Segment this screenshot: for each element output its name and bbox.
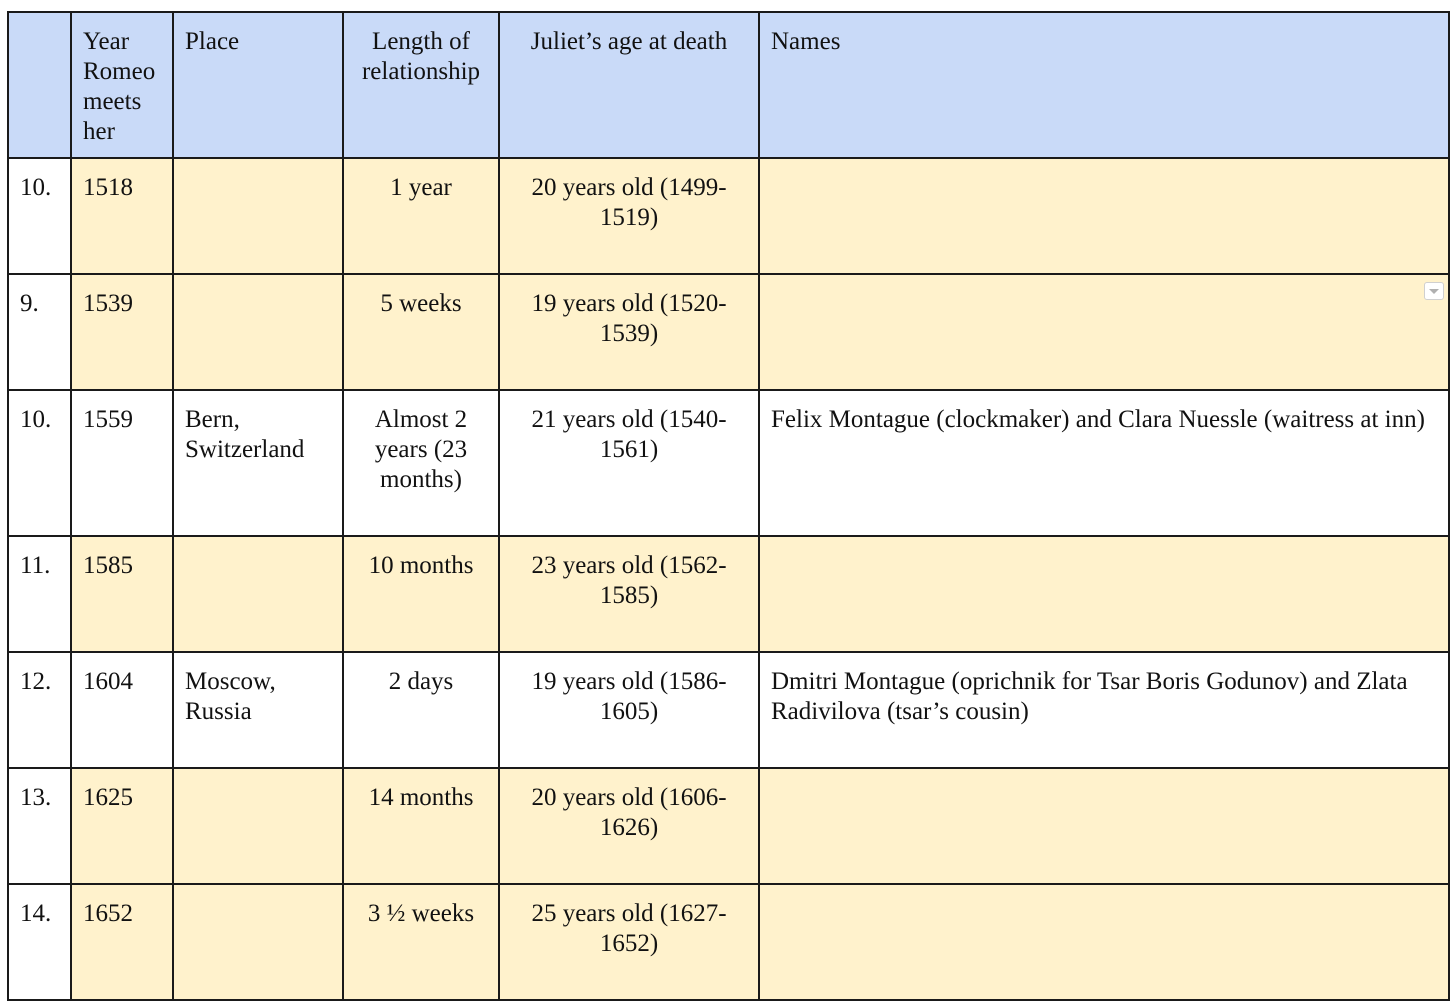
header-year: Year Romeo meets her <box>71 12 173 158</box>
names-cell[interactable] <box>759 884 1449 1000</box>
length-cell[interactable]: 14 months <box>343 768 499 884</box>
header-names: Names <box>759 12 1449 158</box>
names-cell[interactable] <box>759 536 1449 652</box>
chevron-down-icon[interactable] <box>1424 282 1444 300</box>
length-cell[interactable]: Almost 2 years (23 months) <box>343 390 499 536</box>
header-row <box>8 12 1449 158</box>
table-row <box>8 884 1449 1000</box>
place-cell[interactable] <box>173 768 343 884</box>
year-cell[interactable]: 1604 <box>71 652 173 768</box>
year-cell[interactable]: 1652 <box>71 884 173 1000</box>
length-cell[interactable]: 3 ½ weeks <box>343 884 499 1000</box>
length-cell[interactable]: 2 days <box>343 652 499 768</box>
names-cell[interactable] <box>759 768 1449 884</box>
place-cell[interactable] <box>173 158 343 274</box>
place-cell[interactable]: Moscow, Russia <box>173 652 343 768</box>
table-row <box>8 158 1449 274</box>
place-cell[interactable] <box>173 536 343 652</box>
place-cell[interactable] <box>173 884 343 1000</box>
age-cell[interactable]: 20 years old (1499-1519) <box>499 158 759 274</box>
row-number[interactable]: 13. <box>8 768 71 884</box>
row-number[interactable]: 11. <box>8 536 71 652</box>
age-cell[interactable]: 25 years old (1627-1652) <box>499 884 759 1000</box>
table-row <box>8 652 1449 768</box>
row-number[interactable]: 9. <box>8 274 71 390</box>
table-row <box>8 390 1449 536</box>
year-cell[interactable]: 1518 <box>71 158 173 274</box>
age-cell[interactable]: 20 years old (1606-1626) <box>499 768 759 884</box>
names-cell-with-dropdown[interactable] <box>759 274 1449 390</box>
names-cell[interactable] <box>759 158 1449 274</box>
length-cell[interactable]: 5 weeks <box>343 274 499 390</box>
year-cell[interactable]: 1625 <box>71 768 173 884</box>
data-table <box>7 11 1450 1001</box>
place-cell[interactable] <box>173 274 343 390</box>
age-cell[interactable]: 21 years old (1540-1561) <box>499 390 759 536</box>
header-length: Length of relationship <box>343 12 499 158</box>
year-cell[interactable]: 1585 <box>71 536 173 652</box>
header-age: Juliet’s age at death <box>499 12 759 158</box>
year-cell[interactable]: 1559 <box>71 390 173 536</box>
row-number[interactable]: 10. <box>8 390 71 536</box>
table-row <box>8 536 1449 652</box>
table-row <box>8 274 1449 390</box>
length-cell[interactable]: 1 year <box>343 158 499 274</box>
row-number[interactable]: 12. <box>8 652 71 768</box>
place-cell[interactable]: Bern, Switzerland <box>173 390 343 536</box>
names-cell[interactable]: Dmitri Montague (oprichnik for Tsar Boris Godunov) and Zlata Radivilova (tsar’s cousin) <box>759 652 1449 768</box>
row-number[interactable]: 10. <box>8 158 71 274</box>
length-cell[interactable]: 10 months <box>343 536 499 652</box>
header-place: Place <box>173 12 343 158</box>
table-row <box>8 768 1449 884</box>
row-number[interactable]: 14. <box>8 884 71 1000</box>
age-cell[interactable]: 19 years old (1520-1539) <box>499 274 759 390</box>
year-cell[interactable]: 1539 <box>71 274 173 390</box>
age-cell[interactable]: 19 years old (1586-1605) <box>499 652 759 768</box>
names-cell[interactable]: Felix Montague (clockmaker) and Clara Nuessle (waitress at inn) <box>759 390 1449 536</box>
header-num <box>8 12 71 158</box>
age-cell[interactable]: 23 years old (1562-1585) <box>499 536 759 652</box>
